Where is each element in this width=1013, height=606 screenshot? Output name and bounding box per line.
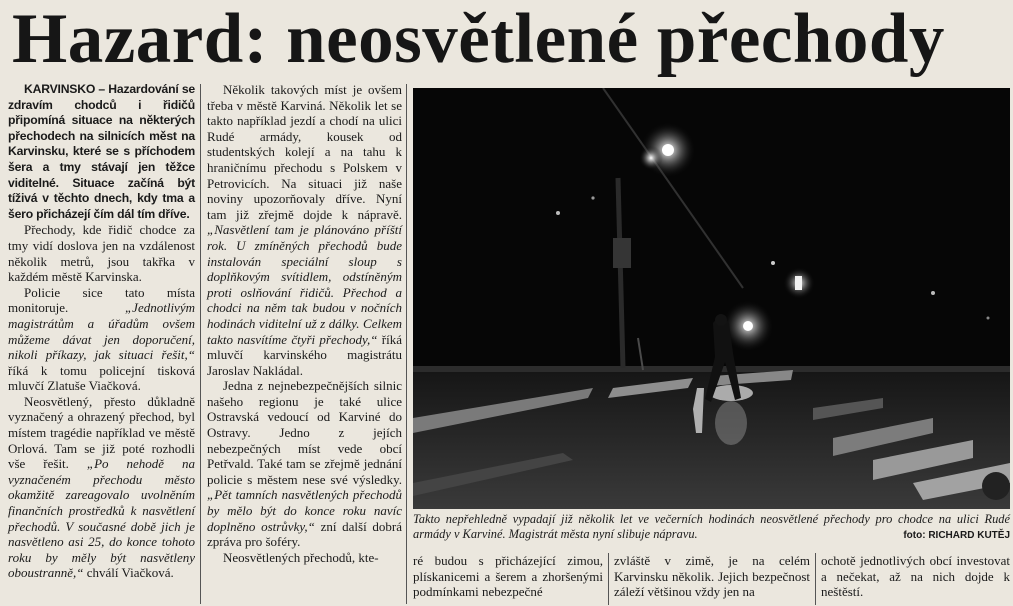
- body-paragraph: Několik takových míst je ovšem třeba v městě Karviná. Několik let se takto například jezdí a chodí na ulici Rudé armády, kousek od studentských kolejí a na tahu k hraničnímu přechodu s Polskem v Petrovicích. Na situaci již naše noviny upozorňovaly dříve. Nyní tam již zřejmě dojde k nápravě. „Nasvětlení tam je plánováno příští rok. U zmíněných přechodů bude instalován speciální sloup s doplňkovým svítidlem, odstíněným proti oslňování řidičů. Přechod a chodci na něm tak budou v nočních hodinách viditelní už z dálky. Celkem takto nasvítíme čtyři přechody,“ říká mluvčí karvinského magistrátu Jaroslav Nakládal.: [207, 82, 402, 378]
- photo-credit: foto: RICHARD KUTĚJ: [903, 530, 1010, 542]
- column-divider: [815, 553, 816, 605]
- quote: „Nasvětlení tam je plánováno příští rok. U zmíněných přechodů bude instalován speciální sloup s doplňkovým svítidlem, odstíněným proti oslňování řidičů. Přechod a chodci na něm tak budou v nočních hodinách viditelní už z dálky. Celkem takto nasvítíme čtyři přechody,“: [207, 222, 402, 347]
- body-paragraph: Neosvětlených přechodů, kte-: [223, 549, 379, 565]
- caption-text: Takto nepřehledně vypadají již několik let ve večerních hodinách neosvětlené přechody pro chodce na ulici Rudé armády v Karviné. Magistrát města nyní slibuje nápravu.: [413, 512, 1010, 542]
- quote: „Pět tamních nasvětlených přechodů by mělo být do konce roku navíc doplněno ostrůvky,“: [207, 487, 402, 534]
- body-paragraph: Neosvětlený, přesto důkladně vyznačený a ohrazený přechod, byl místem tragédie například ve městě Orlová. Tam se již poté rozhodli vše řešit. „Po nehodě na vyznačeném přechodu město okamžitě zareagovalo uvolněním finančních prostředků k nasvětlení přechodů. V současné době jich je nasvětleno asi 25, do konce tohoto roku by měly být nasvětleny oboustranně,“ chválí Viačková.: [8, 393, 195, 581]
- bottom-column-1: ré budou s přicházející zimou, plískanicemi a šerem a zhoršenými podmínkami nebezpečné: [413, 553, 603, 600]
- body-paragraph: Policie sice tato místa monitoruje. „Jednotlivým magistrátům a úřadům ovšem můžeme dávat jen doporučení, nikoli příkazy, jak situaci řešit,“ říká k tomu policejní tisková mluvčí Zlatuše Viačková.: [8, 284, 195, 394]
- night-crossing-photo: [413, 88, 1010, 509]
- column-divider: [608, 553, 609, 605]
- quote: „Jednotlivým magistrátům a úřadům ovšem můžeme dávat jen doporučení, nikoli příkazy, jak situaci řešit,“: [8, 300, 195, 363]
- article-column-1: [8, 82, 195, 581]
- column-divider: [200, 84, 201, 604]
- article-column-2: [207, 82, 402, 565]
- lead-text: Hazardování se zdravím chodců i řidičů připomíná situace na některých přechodech na silnicích měst na Karvinsku, které se s příchodem šera a tmy stávají jen těžce viditelné. Situace začíná být tíživá v těchto dnech, kdy tma a šero přicházejí čím dál tím dříve.: [8, 82, 195, 221]
- headline: Hazard: neosvětlené přechody: [12, 0, 945, 78]
- body-paragraph: Jedna z nejnebezpečnějších silnic našeho regionu je také ulice Ostravská vedoucí od Karviné do Ostravy. Jedno z jejích nebezpečných míst vede obcí Petřvald. Také tam se zřejmě jednání policie s městem nese své výsledky. „Pět tamních nasvětlených přechodů by mělo být do konce roku navíc doplněno ostrůvky,“ zní další dobrá zpráva pro šoféry.: [207, 378, 402, 550]
- bottom-column-3: ochotě jednotlivých obcí investovat a nečekat, až na nich dojde k neštěstí.: [821, 553, 1010, 600]
- body-paragraph: Přechody, kde řidič chodce za tmy vidí doslova jen na vzdálenost několik metrů, jsou takřka v každém městě Karvinska.: [8, 222, 195, 285]
- lead-paragraph: [8, 82, 195, 222]
- photo-caption: [413, 512, 1010, 543]
- quote: „Po nehodě na vyznačeném přechodu město okamžitě zareagovalo uvolněním finančních prostředků k nasvětlení přechodů. V současné době jich je nasvětleno asi 25, do konce tohoto roku by měly být nasvětleny oboustranně,“: [8, 456, 195, 581]
- dateline: KARVINSKO –: [24, 82, 105, 96]
- photo-drawing: [413, 88, 1010, 509]
- bottom-column-2: zvláště v zimě, je na celém Karvinsku několik. Jejich bezpečnost záleží většinou vždy jen na: [614, 553, 810, 600]
- column-divider: [406, 84, 407, 604]
